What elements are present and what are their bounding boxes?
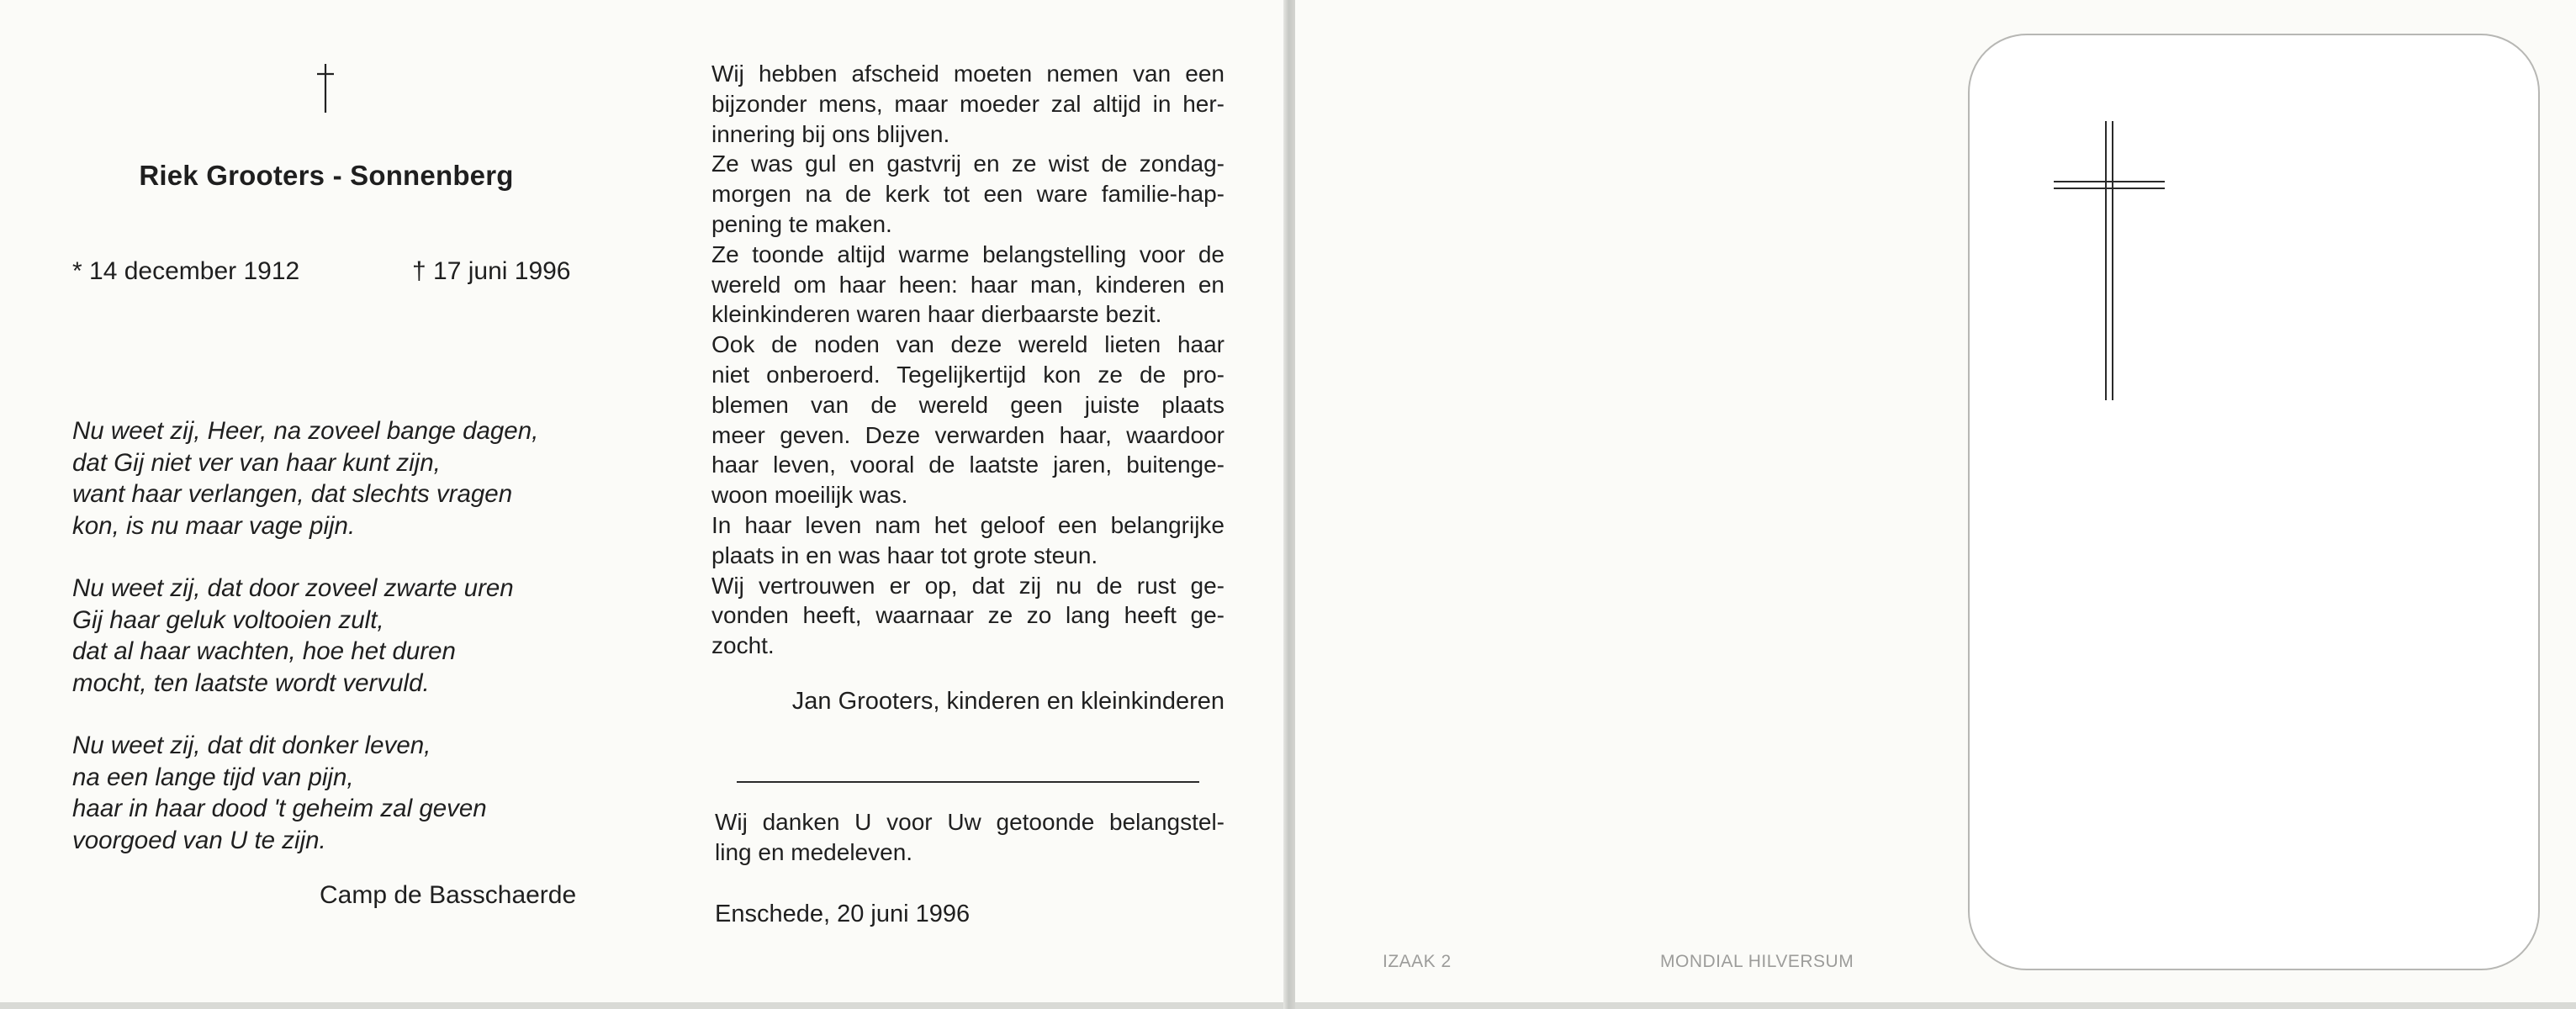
obituary-line: Ook de noden van deze wereld lieten haar bbox=[711, 331, 1225, 358]
small-cross-icon bbox=[315, 62, 336, 114]
separator-line bbox=[737, 781, 1199, 783]
poem-line: Nu weet zij, Heer, na zoveel bange dagen, bbox=[72, 417, 539, 445]
obituary-line: Wij hebben afscheid moeten nemen van een bbox=[711, 61, 1225, 87]
poem-line: Gij haar geluk voltooien zult, bbox=[72, 605, 384, 634]
poem-line: voorgoed van U te zijn. bbox=[72, 826, 326, 854]
obituary-line: innering bij ons blijven. bbox=[711, 120, 950, 147]
obituary-line: Wij vertrouwen er op, dat zij nu de rust ge- bbox=[711, 572, 1225, 599]
obituary-line: Ze was gul en gastvrij en ze wist de zondag- bbox=[711, 151, 1225, 177]
obituary-line: wereld om haar heen: haar man, kinderen en bbox=[711, 271, 1225, 298]
obituary-line: meer geven. Deze verwarden haar, waardoor bbox=[711, 421, 1225, 448]
poem bbox=[72, 415, 611, 887]
family-signature: Jan Grooters, kinderen en kleinkinderen bbox=[791, 688, 1225, 715]
obituary-line: niet onberoerd. Tegelijkertijd kon ze de pro- bbox=[711, 361, 1225, 388]
deceased-name: Riek Grooters - Sonnenberg bbox=[139, 160, 514, 191]
obituary-line: plaats in en was haar tot grote steun. bbox=[711, 541, 1098, 568]
obituary-text bbox=[711, 59, 1225, 661]
right-card-page bbox=[1295, 0, 2576, 1002]
poem-line: haar in haar dood 't geheim zal geven bbox=[72, 795, 487, 822]
obituary-line: woon moeilijk was. bbox=[711, 482, 908, 509]
text-line: ling en medeleven. bbox=[715, 839, 913, 865]
poem-line: mocht, ten laatste wordt vervuld. bbox=[72, 668, 430, 697]
left-card-page bbox=[0, 0, 1283, 1002]
poem-stanza bbox=[72, 730, 611, 856]
large-cross-icon bbox=[2050, 118, 2168, 404]
poem-line: want haar verlangen, dat slechts vragen bbox=[72, 480, 513, 508]
poem-line: dat Gij niet ver van haar kunt zijn, bbox=[72, 448, 441, 477]
obituary-line: vonden heeft, waarnaar ze zo lang heeft ge- bbox=[711, 602, 1225, 629]
obituary-line: In haar leven nam het geloof een belangrijke bbox=[711, 511, 1225, 538]
poem-line: kon, is nu maar vage pijn. bbox=[72, 511, 356, 540]
poem-line: Nu weet zij, dat dit donker leven, bbox=[72, 732, 431, 759]
obituary-line: zocht. bbox=[711, 632, 775, 659]
obituary-line: morgen na de kerk tot een ware familie-hap- bbox=[711, 181, 1225, 208]
poem-stanza bbox=[72, 415, 611, 541]
place-and-date: Enschede, 20 juni 1996 bbox=[715, 901, 971, 927]
text-line: Wij danken U voor Uw getoonde belangstel- bbox=[715, 809, 1225, 835]
poem-line: Nu weet zij, dat door zoveel zwarte uren bbox=[72, 574, 514, 602]
poem-line: dat al haar wachten, hoe het duren bbox=[72, 637, 456, 665]
death-date: † 17 juni 1996 bbox=[412, 257, 571, 285]
obituary-line: blemen van de wereld geen juiste plaats bbox=[711, 391, 1225, 418]
obituary-line: haar leven, vooral de laatste jaren, buitenge- bbox=[711, 452, 1225, 478]
printer-name-imprint: MONDIAL HILVERSUM bbox=[1660, 952, 1854, 971]
card-fold bbox=[1283, 0, 1295, 1009]
obituary-line: bijzonder mens, maar moeder zal altijd in her- bbox=[711, 90, 1225, 117]
obituary-line: pening te maken. bbox=[711, 210, 892, 237]
poem-line: na een lange tijd van pijn, bbox=[72, 763, 354, 791]
thanks-text bbox=[715, 807, 1225, 868]
birth-date: * 14 december 1912 bbox=[72, 257, 300, 285]
obituary-line: Ze toonde altijd warme belangstelling voor de bbox=[711, 240, 1225, 267]
printer-model-imprint: IZAAK 2 bbox=[1383, 952, 1452, 971]
obituary-line: kleinkinderen waren haar dierbaarste bezit. bbox=[711, 301, 1162, 328]
poem-author: Camp de Basschaerde bbox=[320, 881, 577, 909]
poem-stanza bbox=[72, 573, 611, 699]
